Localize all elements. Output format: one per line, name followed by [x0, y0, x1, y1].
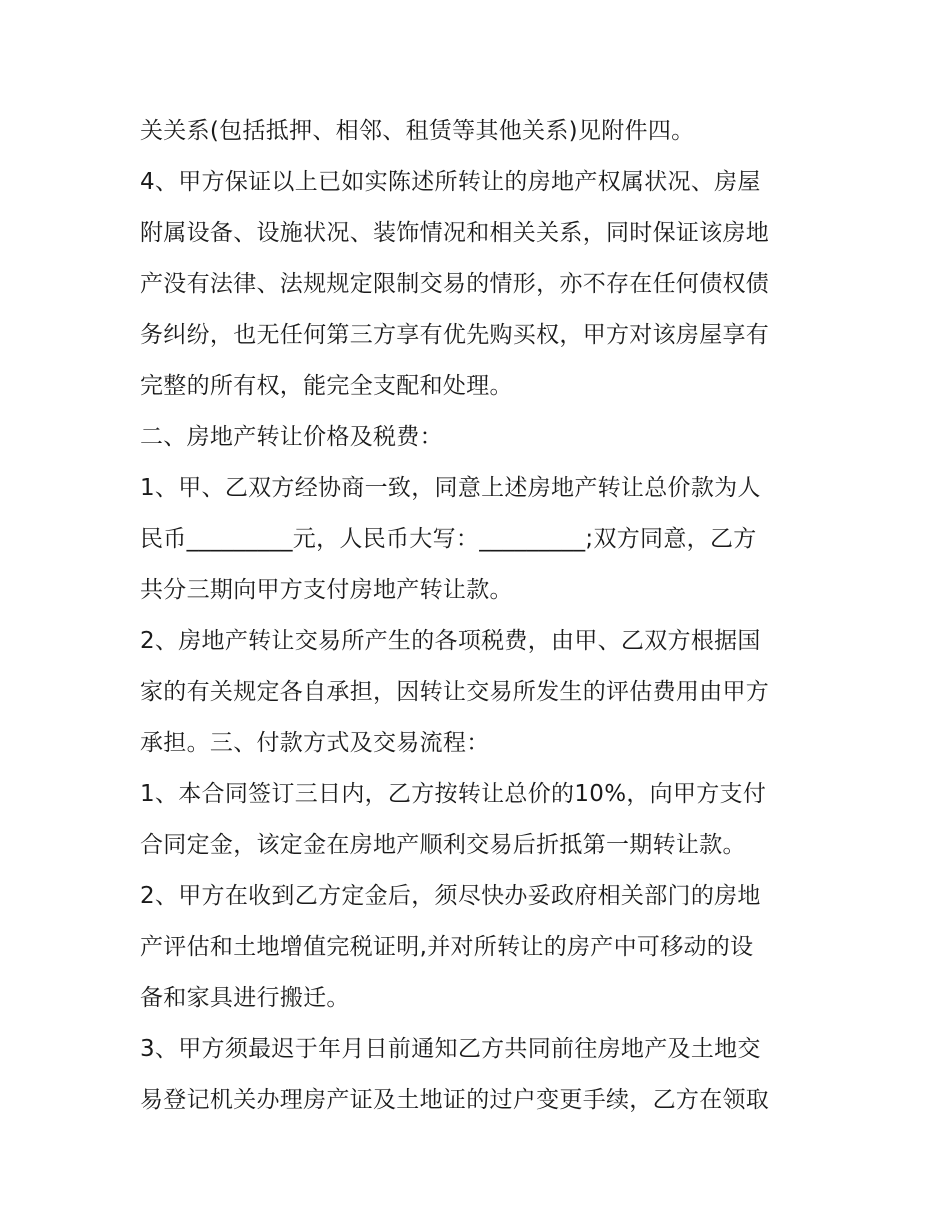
text-line: 民币_________元，人民币大写：_________;双方同意，乙方 [140, 526, 757, 552]
text-line: 完整的所有权，能完全支配和处理。 [140, 373, 513, 399]
text-line: 易登记机关办理房产证及土地证的过户变更手续，乙方在领取 [140, 1087, 770, 1113]
document-body [140, 106, 820, 1126]
text-line: 1、甲、乙双方经协商一致，同意上述房地产转让总价款为人 [140, 475, 761, 501]
text-line: 产评估和土地增值完税证明,并对所转让的房产中可移动的设 [140, 934, 754, 960]
text-line: 3、甲方须最迟于年月日前通知乙方共同前往房地产及土地交 [140, 1036, 761, 1062]
text-line: 备和家具进行搬迁。 [140, 985, 350, 1011]
text-line: 1、本合同签订三日内，乙方按转让总价的10%，向甲方支付 [140, 781, 767, 807]
text-line: 共分三期向甲方支付房地产转让款。 [140, 577, 513, 603]
text-line: 合同定金，该定金在房地产顺利交易后折抵第一期转让款。 [140, 832, 746, 858]
section-heading: 二、房地产转让价格及税费： [140, 424, 443, 450]
text-line: 承担。三、付款方式及交易流程： [140, 730, 490, 756]
text-line: 附属设备、设施状况、装饰情况和相关关系，同时保证该房地 [140, 220, 770, 246]
text-line: 2、房地产转让交易所产生的各项税费，由甲、乙双方根据国 [140, 628, 761, 654]
text-line: 4、甲方保证以上已如实陈述所转让的房地产权属状况、房屋 [140, 169, 761, 195]
text-line: 务纠纷，也无任何第三方享有优先购买权，甲方对该房屋享有 [140, 322, 770, 348]
text-line: 2、甲方在收到乙方定金后，须尽快办妥政府相关部门的房地 [140, 883, 761, 909]
text-line: 家的有关规定各自承担，因转让交易所发生的评估费用由甲方 [140, 679, 770, 705]
text-line: 产没有法律、法规规定限制交易的情形，亦不存在任何债权债 [140, 271, 770, 297]
text-line: 关关系(包括抵押、相邻、租赁等其他关系)见附件四。 [140, 118, 695, 144]
